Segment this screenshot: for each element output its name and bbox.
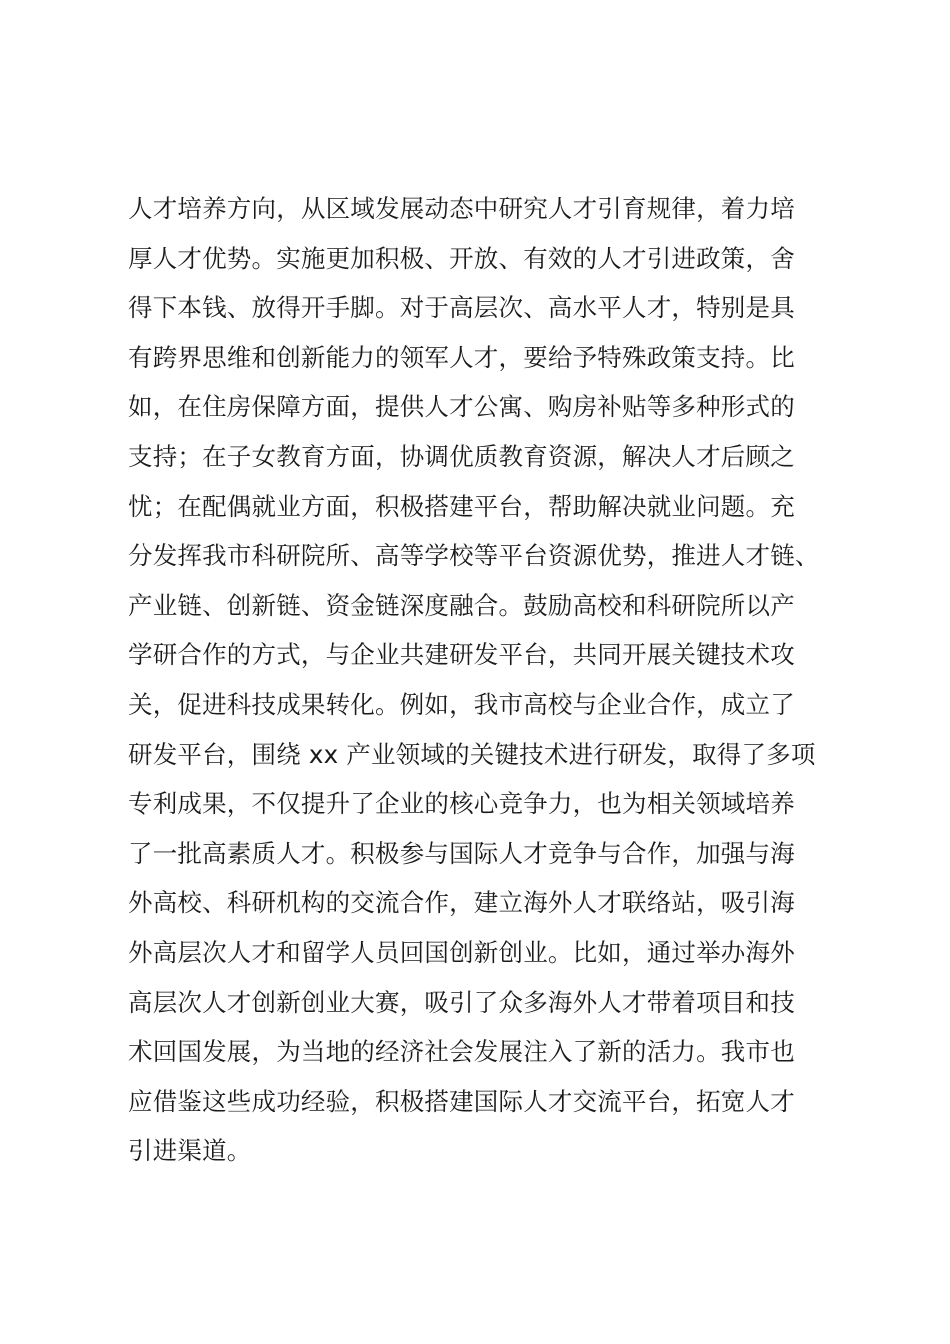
paragraph-line: 产业链、创新链、资金链深度融合。鼓励高校和科研院所以产 xyxy=(128,590,795,620)
paragraph-line: 关，促进科技成果转化。例如，我市高校与企业合作，成立了 xyxy=(128,689,795,719)
paragraph-line: 高层次人才创新创业大赛，吸引了众多海外人才带着项目和技 xyxy=(128,987,795,1017)
paragraph-line: 引进渠道。 xyxy=(128,1136,252,1166)
paragraph-line: 术回国发展，为当地的经济社会发展注入了新的活力。我市也 xyxy=(128,1037,795,1067)
paragraph-line: 外高层次人才和留学人员回国创新创业。比如，通过举办海外 xyxy=(128,937,795,967)
paragraph-line: 忧；在配偶就业方面，积极搭建平台，帮助解决就业问题。充 xyxy=(128,491,795,521)
paragraph-line: 得下本钱、放得开手脚。对于高层次、高水平人才，特别是具 xyxy=(128,293,795,323)
paragraph-line: 研发平台，围绕 xx 产业领域的关键技术进行研发，取得了多项 xyxy=(128,739,816,769)
paragraph-line: 了一批高素质人才。积极参与国际人才竞争与合作，加强与海 xyxy=(128,838,795,868)
paragraph-line: 有跨界思维和创新能力的领军人才，要给予特殊政策支持。比 xyxy=(128,342,795,372)
paragraph-line: 如，在住房保障方面，提供人才公寓、购房补贴等多种形式的 xyxy=(128,392,795,422)
paragraph-line: 分发挥我市科研院所、高等学校等平台资源优势，推进人才链、 xyxy=(128,541,820,571)
paragraph-line: 外高校、科研机构的交流合作，建立海外人才联络站，吸引海 xyxy=(128,888,795,918)
paragraph-line: 专利成果，不仅提升了企业的核心竞争力，也为相关领域培养 xyxy=(128,789,795,819)
paragraph-line: 应借鉴这些成功经验，积极搭建国际人才交流平台，拓宽人才 xyxy=(128,1086,795,1116)
paragraph-line: 支持；在子女教育方面，协调优质教育资源，解决人才后顾之 xyxy=(128,441,795,471)
body-paragraph xyxy=(128,184,848,1176)
paragraph-line: 厚人才优势。实施更加积极、开放、有效的人才引进政策，舍 xyxy=(128,243,795,273)
paragraph-line: 人才培养方向，从区域发展动态中研究人才引育规律，着力培 xyxy=(128,194,795,223)
paragraph-line: 学研合作的方式，与企业共建研发平台，共同开展关键技术攻 xyxy=(128,640,795,670)
